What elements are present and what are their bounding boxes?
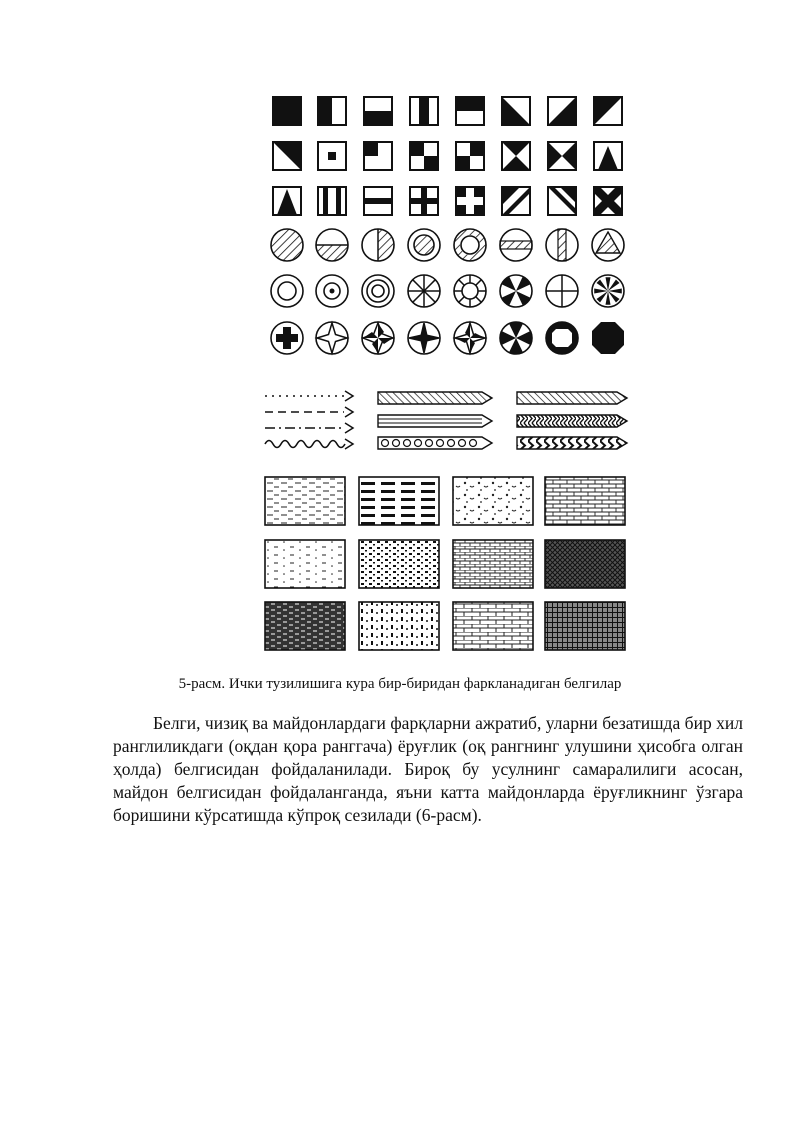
symbol-tri-up (594, 142, 622, 170)
symbol-c-star4 (316, 322, 348, 354)
arrow-dots (265, 391, 353, 401)
symbol-c-star4b (454, 322, 486, 354)
symbol-c-cross (546, 275, 578, 307)
symbol-cross-thick (456, 187, 484, 215)
symbol-c-fan (500, 275, 532, 307)
arrow-lines (378, 415, 492, 427)
symbol-c-ring (271, 275, 303, 307)
arrow-circles (378, 437, 492, 449)
arrow-chevron (517, 437, 627, 449)
symbol-diag-tr (502, 97, 530, 125)
symbol-quad-tl (364, 142, 392, 170)
symbol-diag-tr2 (548, 187, 576, 215)
texture-stipple (359, 540, 439, 588)
texture-brick (545, 477, 625, 525)
symbol-c-star4f (362, 322, 394, 354)
symbol-half-left (318, 97, 346, 125)
arrow-dash (265, 407, 353, 417)
symbol-c-tri (592, 229, 624, 261)
texture-brick-open (453, 602, 533, 650)
body-paragraph: Белги, чизиқ ва майдонлардаги фарқларни ажратиб, уларни безатишда бир хил ранглиликдаги (оқдан қора ранггача) ёруғлик (оқ рангнинг улушини ҳисобга олган ҳолда) белгисидан фойдаланилади. Бироқ бу усулнинг самаралилиги асосан, майдон белгисидан фойдаланганда, яъни катта майдонларда ёруғликнинг ўзгара боришини кўрсатишда кўпроқ сезилади (6-расм). (113, 713, 743, 825)
texture-brick-dark (265, 602, 345, 650)
symbol-c-vhalf (362, 229, 394, 261)
symbol-c-star4s (408, 322, 440, 354)
texture-brick-fine (453, 540, 533, 588)
arrow-dashdot (265, 423, 353, 433)
symbol-checker-alt (456, 142, 484, 170)
symbol-half-top (364, 97, 392, 125)
symbol-vbar (410, 97, 438, 125)
symbol-c-vbar (546, 229, 578, 261)
symbol-hourglass-v (548, 142, 576, 170)
symbol-diag-bl (548, 97, 576, 125)
symbol-diag-br (594, 97, 622, 125)
symbol-hbar (364, 187, 392, 215)
symbol-checker (410, 142, 438, 170)
texture-stipple-mixed (359, 602, 439, 650)
symbol-c-fan2 (500, 322, 532, 354)
symbol-stripes-v (318, 187, 346, 215)
arrow-hatch (378, 392, 492, 404)
symbol-c-ring-outer (454, 229, 486, 261)
symbol-cross (410, 187, 438, 215)
symbol-c-lower-hatch (316, 229, 348, 261)
symbol-center-sq (318, 142, 346, 170)
symbol-c-wheel (454, 275, 486, 307)
arrow-hatch-dense (517, 392, 627, 404)
symbol-diag-bl2 (502, 187, 530, 215)
texture-dots-scatter (453, 477, 533, 525)
texture-cross-dense (545, 602, 625, 650)
symbol-c-hatch (271, 229, 303, 261)
arrow-legend (265, 391, 627, 449)
symbol-diag-tl (273, 142, 301, 170)
symbol-half-bottom (456, 97, 484, 125)
symbol-c-star (592, 275, 624, 307)
symbol-grid (271, 97, 624, 354)
symbol-c-spokes8 (408, 275, 440, 307)
arrow-zigzag (517, 415, 627, 427)
symbol-hourglass-h (502, 142, 530, 170)
texture-cross-dark (545, 540, 625, 588)
texture-dash-sparse (265, 540, 345, 588)
texture-dash-light (265, 477, 345, 525)
texture-grid (265, 477, 625, 650)
arrow-wave (265, 439, 353, 449)
symbol-x-box (594, 187, 622, 215)
figure-caption: 5-расм. Ички тузилишига кура бир-биридан фаркланадиган белгилар (178, 676, 622, 692)
symbol-tri-tall (273, 187, 301, 215)
symbol-c-ring-hatch (408, 229, 440, 261)
symbol-c-dot (316, 275, 348, 307)
symbol-fill (273, 97, 301, 125)
symbol-c-hbar (500, 229, 532, 261)
symbol-c-plus (271, 322, 303, 354)
symbol-c-oct (546, 322, 578, 354)
symbol-c-fill-oct (592, 322, 624, 354)
texture-brick-bold (359, 477, 439, 525)
symbol-c-rings (362, 275, 394, 307)
